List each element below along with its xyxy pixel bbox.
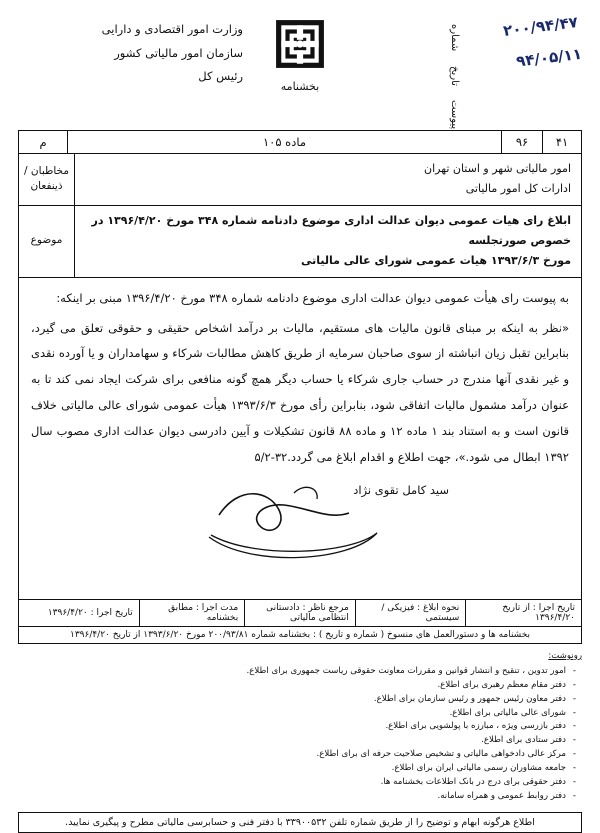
body-lead-text: به پیوست رای هیأت عمومی دیوان عدالت اداری موضوع دادنامه شماره ۳۴۸ مورخ ۱۳۹۶/۴/۲۰ مبنی بر اینکه: xyxy=(56,290,569,305)
meta-letter: م xyxy=(19,131,68,153)
org-line-head: رئیس کل xyxy=(198,69,243,84)
subject-line-1: ابلاغ رای هیات عمومی دیوان عدالت اداری موضوع دادنامه شماره ۳۴۸ مورخ ۱۳۹۶/۴/۲۰ در خصوص صورتجلسه xyxy=(91,213,571,248)
table-row xyxy=(19,206,581,277)
footer-cell-supervisor: مرجع ناظر : دادستانی انتظامی مالیاتی xyxy=(244,600,355,626)
list-item: - دفتر روابط عمومی و همراه سامانه. xyxy=(18,790,576,804)
list-item: - امور تدوین ، تنقیح و انتشار قوانین و مقررات معاونت حقوقی ریاست جمهوری برای اطلاع. xyxy=(18,665,576,679)
meta-year-code: ۹۶ xyxy=(501,131,542,153)
meta-article: ماده ۱۰۵ xyxy=(263,135,306,149)
footer-cell-exec-date-2: تاریخ اجرا : از تاریخ ۱۳۹۶/۴/۲۰ xyxy=(465,600,581,626)
document-header xyxy=(0,0,600,128)
subject-line-2: مورخ ۱۳۹۳/۶/۳ هیات عمومی شورای عالی مالیاتی xyxy=(300,254,571,268)
list-item: - دفتر ستادی برای اطلاع. xyxy=(18,734,576,748)
org-line-tax-org: سازمان امور مالیاتی کشور xyxy=(114,45,243,60)
list-item: - دفتر بازرسی ویژه ، مبارزه با پولشویی برای اطلاع. xyxy=(18,720,576,734)
audience-value xyxy=(75,154,581,205)
footer-revoked-note: بخشنامه ها و دستورالعمل های منسوخ ( شماره و تاریخ ) : بخشنامه شماره ۲۰۰/۹۳/۸۱ مورخ ۱۳۹۳/۶/۲۰ از تاریخ ۱۳۹۶/۴/۲۰ xyxy=(18,627,582,644)
signature-area xyxy=(31,475,569,593)
document-type-label: بخشنامه xyxy=(280,80,320,93)
document-body xyxy=(18,278,582,600)
signer-name: سید کامل تقوی نژاد xyxy=(353,482,449,497)
audience-label: مخاطبان / ذینفعان xyxy=(19,154,75,205)
subject-value xyxy=(75,206,581,277)
list-item: - شورای عالی مالیاتی برای اطلاع. xyxy=(18,707,576,721)
document-meta-row xyxy=(18,130,582,154)
footer-cell-duration: مدت اجرا : مطابق بخشنامه xyxy=(139,600,244,626)
copies-title: رونوشت: xyxy=(548,650,582,661)
copies-list xyxy=(18,665,582,804)
stamp-attachment-label: پیوست xyxy=(449,100,460,130)
organization-block xyxy=(28,18,243,89)
list-item: - مرکز عالی دادخواهی مالیاتی و تشخیص صلاحیت حرفه ای برای اطلاع. xyxy=(18,748,576,762)
copies-section xyxy=(18,650,582,804)
table-row xyxy=(19,154,581,206)
footer-cell-exec-date: تاریخ اجرا : ۱۳۹۶/۴/۲۰ xyxy=(47,607,133,618)
body-paragraph: «نظر به اینکه بر مبنای قانون مالیات های مستقیم، مالیات بر درآمد اشخاص حقیقی و حقوقی تعلق می گیرد، بنابراین تقبل زیان انباشته از سوی صاحبان سرمایه از طریق کاهش مطالبات شرکاء و سهامداران و یا آورده نقدی و غیر نقدی آنها مندرج در حساب جاری شرکاء یا حساب دیگر همچ گونه منافعی برای شرکت ایجاد نمی کند تا به عنوان درآمد مشمول مالیات اتفاقی شود، بنابراین رأی مورخ ۱۳۹۳/۶/۳ هیأت عمومی شورای عالی مالیاتی خلاف قانون است و به استناد بند ۱ ماده ۱۲ و ماده ۸۸ قانون تشکیلات و آیین دادرسی دیوان عدالت اداری مصوب سال ۱۳۹۲ ابطال می شود.»، جهت اطلاع و اقدام ابلاغ می گردد.۳۲-۵/۲ xyxy=(31,320,569,464)
contact-note: اطلاع هرگونه ابهام و توضیح را از طریق شماره تلفن ۳۳۹۰۰۵۳۲ با دفتر فنی و حسابرسی مالیاتی مطرح و پیگیری نمایید. xyxy=(18,812,582,833)
handwritten-signature-icon xyxy=(199,475,399,575)
document-fields-table xyxy=(18,154,582,278)
org-line-ministry: وزارت امور اقتصادی و دارایی xyxy=(101,22,243,36)
tax-organization-emblem-icon xyxy=(274,18,326,70)
footer-cell-delivery: نحوه ابلاغ : فیزیکی / سیستمی xyxy=(355,600,466,626)
subject-label: موضوع xyxy=(19,206,75,277)
stamp-date-value: ۹۴/۰۵/۱۱ xyxy=(515,44,583,71)
stamp-number-value: ۲۰۰/۹۴/۴۷ xyxy=(502,12,579,40)
stamp-date-label: تاریخ xyxy=(449,66,460,86)
list-item: - جامعه مشاوران رسمی مالیاتی ایران برای اطلاع. xyxy=(18,762,576,776)
list-item: - دفتر مقام معظم رهبری برای اطلاع. xyxy=(18,679,576,693)
audience-line-1: امور مالیاتی شهر و استان تهران xyxy=(424,162,571,175)
audience-line-2: ادارات کل امور مالیاتی xyxy=(465,182,571,196)
meta-left-code: ۴۱ xyxy=(542,131,581,153)
emblem-block xyxy=(240,18,360,93)
document-footer-strip xyxy=(18,600,582,627)
stamp-number-label: شماره xyxy=(449,24,460,52)
list-item: - دفتر معاون رئیس جمهور و رئیس سازمان برای اطلاع. xyxy=(18,693,576,707)
list-item: - دفتر حقوقی برای درج در بانک اطلاعات بخشنامه ها. xyxy=(18,776,576,790)
handwritten-stamp xyxy=(458,13,587,107)
